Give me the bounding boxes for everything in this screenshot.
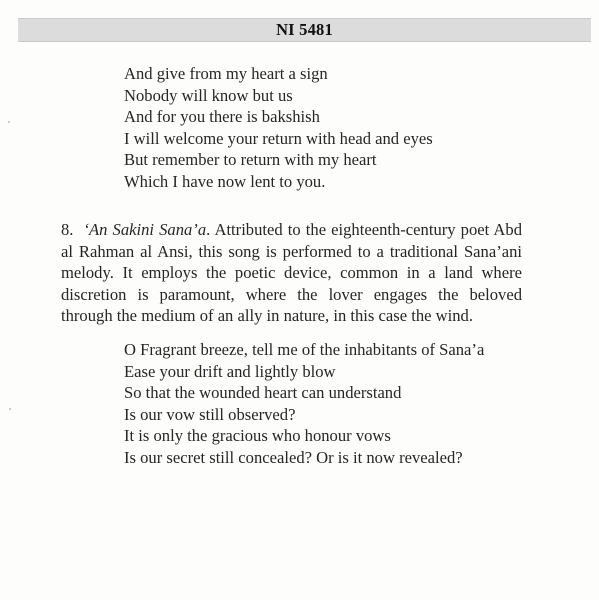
- verse-line: And for you there is bakshish: [124, 107, 320, 126]
- track-note-line: discretion is paramount, where the lover engages the beloved: [61, 284, 522, 304]
- verse-line: And give from my heart a sign: [124, 64, 328, 83]
- verse-line: Nobody will know but us: [124, 85, 293, 105]
- track-note-line: al Rahman al Ansi, this song is performed to a traditional Sana’ani: [61, 241, 522, 261]
- header-bar: [18, 18, 591, 42]
- scan-speck: [9, 408, 11, 410]
- verse-line: Which I have now lent to you.: [124, 171, 326, 191]
- verse-line: So that the wounded heart can understand: [124, 383, 402, 402]
- scan-speck: [8, 121, 10, 123]
- track-note-text: . Attributed to the eighteenth-century poet Abd: [206, 220, 523, 239]
- verse-line: Is our secret still concealed? Or is it now revealed?: [124, 447, 463, 467]
- catalog-number: NI 5481: [276, 20, 333, 39]
- verse-line: O Fragrant breeze, tell me of the inhabitants of Sana’a: [124, 340, 485, 359]
- verse-line: It is only the gracious who honour vows: [124, 426, 391, 445]
- track-note-line: [61, 219, 522, 241]
- verse-line: I will welcome your return with head and eyes: [124, 128, 433, 148]
- track-title: ‘An Sakini Sana’a: [83, 220, 207, 239]
- verse-line: Ease your drift and lightly blow: [124, 361, 336, 381]
- verse-block: [124, 339, 484, 468]
- verse-line: But remember to return with my heart: [124, 150, 377, 169]
- track-note-line: through the medium of an ally in nature, in this case the wind.: [61, 306, 473, 325]
- track-number: 8.: [61, 220, 74, 239]
- track-note: [61, 219, 522, 327]
- verse-line: Is our vow still observed?: [124, 404, 296, 424]
- verse-block: [124, 63, 433, 192]
- track-note-line: melody. It employs the poetic device, common in a land where: [61, 263, 522, 282]
